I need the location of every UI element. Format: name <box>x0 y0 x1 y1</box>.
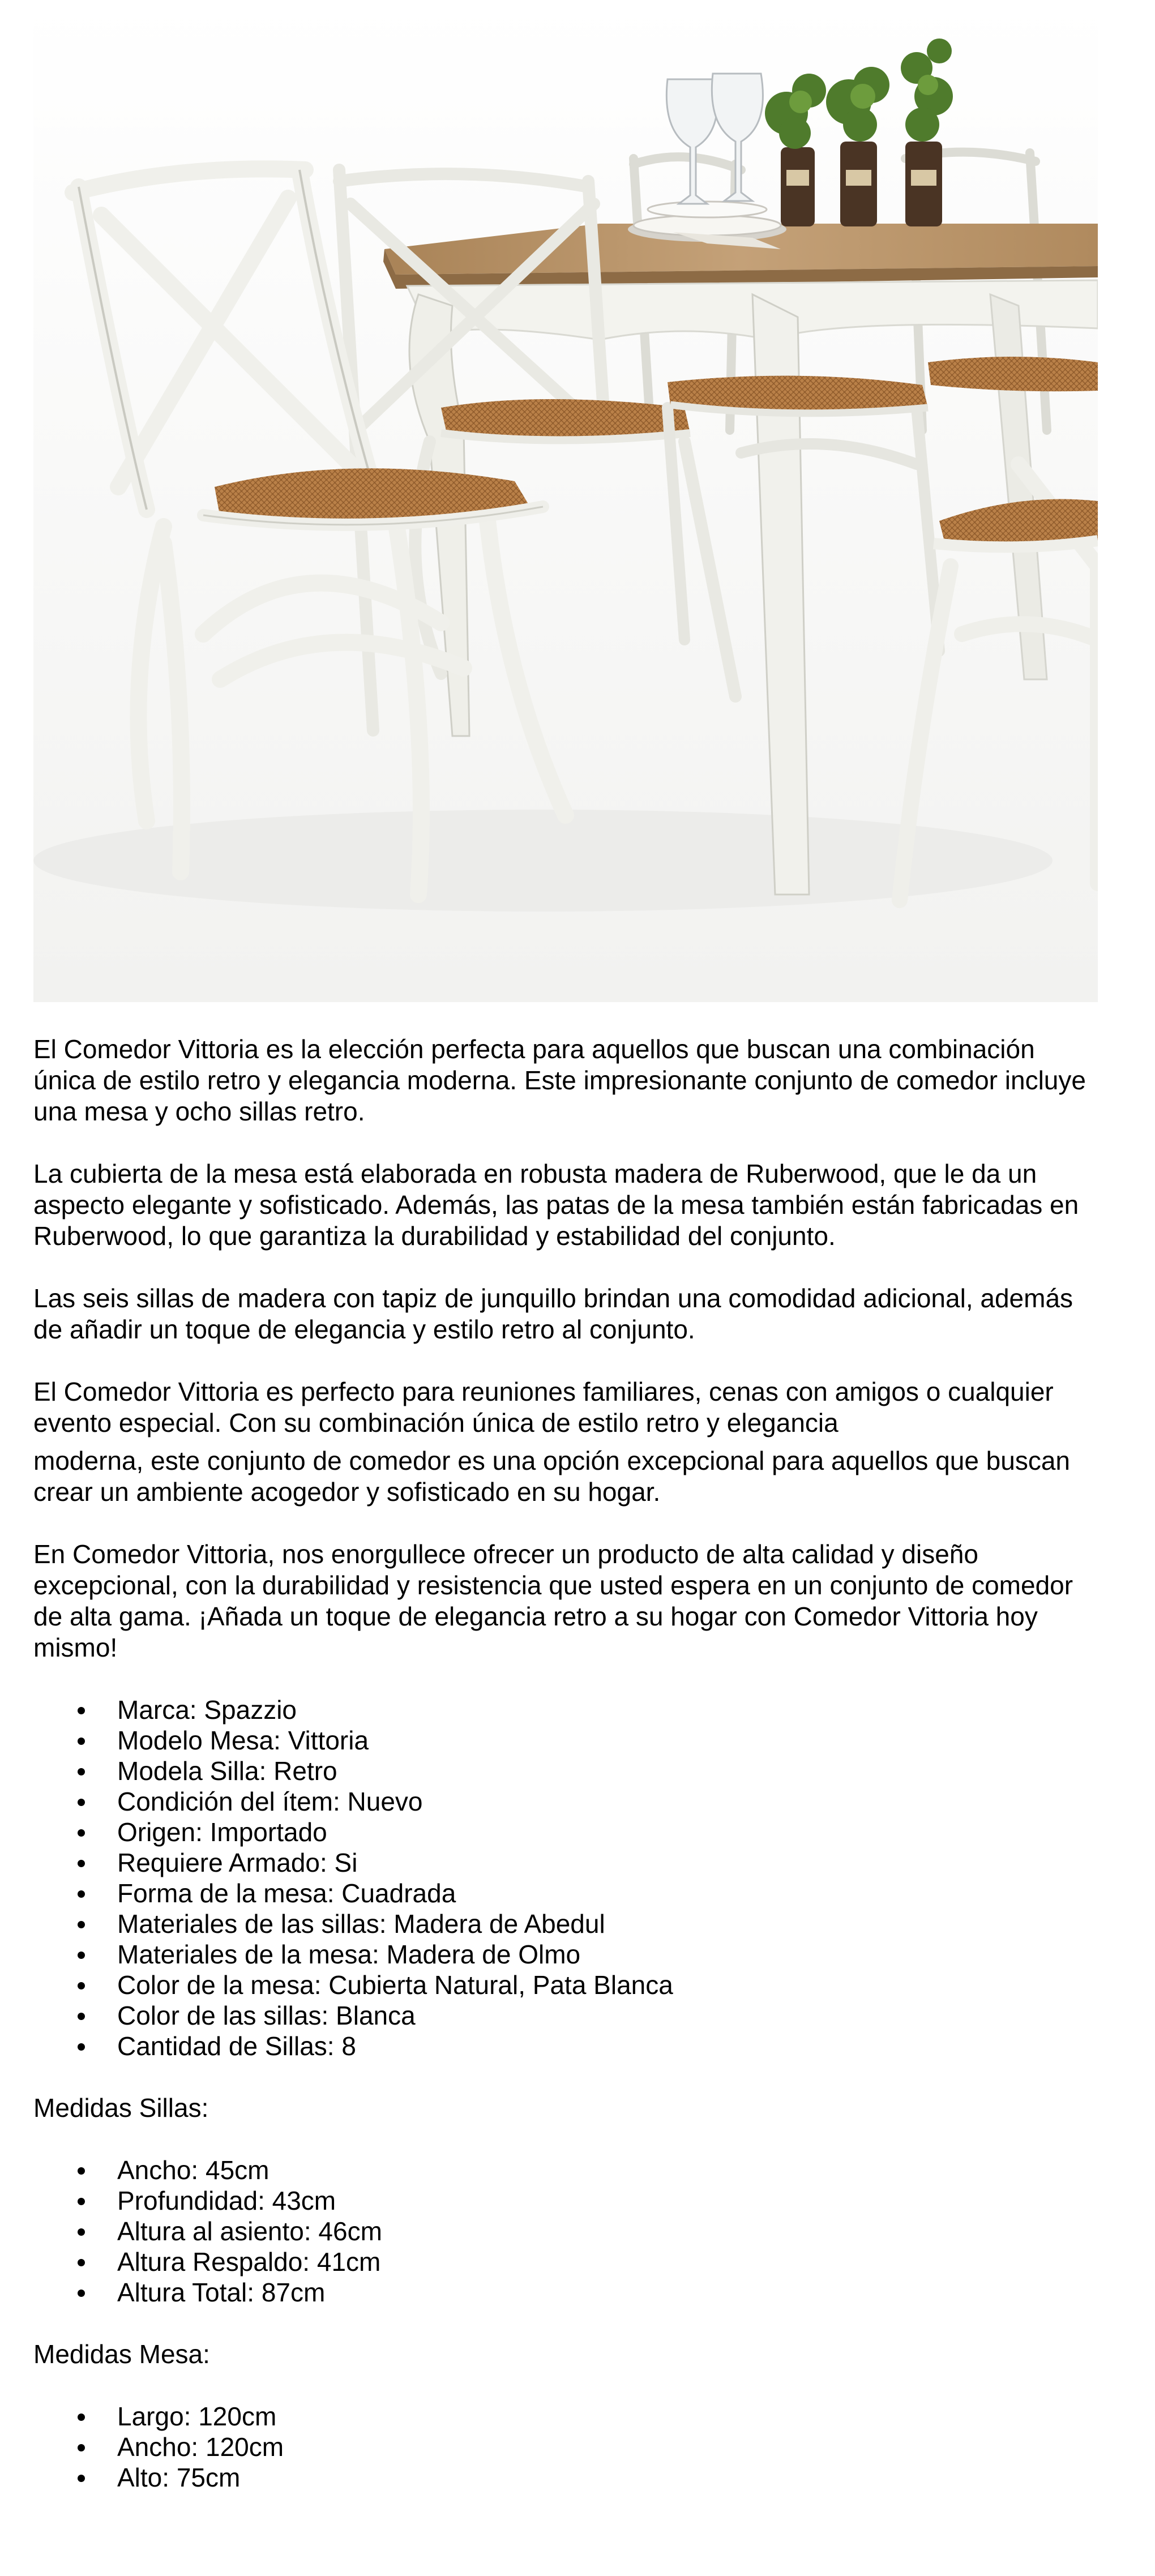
product-description <box>33 1034 1098 2524</box>
bullet-icon <box>78 1707 85 1714</box>
bullet-icon <box>78 2444 85 2451</box>
product-photo <box>33 0 1098 1002</box>
list-item: Modelo Mesa: Vittoria <box>33 1725 1098 1756</box>
list-item: Cantidad de Sillas: 8 <box>33 2031 1098 2061</box>
bullet-icon <box>78 1890 85 1898</box>
bullet-icon <box>78 2043 85 2051</box>
bullet-icon <box>78 1738 85 1745</box>
bullet-icon <box>78 1829 85 1837</box>
bullet-icon <box>78 1799 85 1806</box>
bullet-icon <box>78 2414 85 2421</box>
specs-list <box>33 1694 1098 2061</box>
list-item: Color de la mesa: Cubierta Natural, Pata Blanca <box>33 1970 1098 2000</box>
bullet-icon <box>78 1921 85 1928</box>
bullet-icon <box>78 1952 85 1959</box>
description-paragraph-5: En Comedor Vittoria, nos enorgullece ofrecer un producto de alta calidad y diseño excepcional, con la durabilidad y resistencia que usted espera en un conjunto de comedor de alta gama. ¡Añada un toque de elegancia retro a su hogar con Comedor Vittoria hoy mismo! <box>33 1539 1073 1662</box>
chair-measures-list <box>33 2155 1098 2308</box>
bullet-icon <box>78 2290 85 2297</box>
description-paragraph-3: Las seis sillas de madera con tapiz de junquillo brindan una comodidad adicional, además de añadir un toque de elegancia y estilo retro al conjunto. <box>33 1283 1073 1344</box>
bullet-icon <box>78 2198 85 2205</box>
description-paragraph-4a: El Comedor Vittoria es perfecto para reuniones familiares, cenas con amigos o cualquier evento especial. Con su combinación única de estilo retro y elegancia <box>33 1377 1054 1437</box>
description-paragraph-4b: moderna, este conjunto de comedor es una opción excepcional para aquellos que buscan crear un ambiente acogedor y sofisticado en su hogar. <box>33 1446 1071 1507</box>
bullet-icon <box>78 2259 85 2266</box>
list-item: Origen: Importado <box>33 1817 1098 1847</box>
bullet-icon <box>78 1982 85 1989</box>
table-measures-list <box>33 2401 1098 2493</box>
list-item: Altura Respaldo: 41cm <box>33 2246 1098 2277</box>
list-item: Modela Silla: Retro <box>33 1756 1098 1786</box>
list-item: Profundidad: 43cm <box>33 2185 1098 2216</box>
bullet-icon <box>78 1860 85 1867</box>
bullet-icon <box>78 2167 85 2175</box>
list-item: Largo: 120cm <box>33 2401 1098 2432</box>
list-item: Materiales de las sillas: Madera de Abedul <box>33 1909 1098 1939</box>
list-item: Forma de la mesa: Cuadrada <box>33 1878 1098 1909</box>
bullet-icon <box>78 2475 85 2482</box>
bullet-icon <box>78 1768 85 1775</box>
chair-measures-heading: Medidas Sillas: <box>33 2093 209 2123</box>
list-item: Marca: Spazzio <box>33 1694 1098 1725</box>
list-item: Condición del ítem: Nuevo <box>33 1786 1098 1817</box>
table-measures-heading: Medidas Mesa: <box>33 2339 210 2369</box>
list-item: Ancho: 120cm <box>33 2432 1098 2462</box>
description-paragraph-1: El Comedor Vittoria es la elección perfecta para aquellos que buscan una combinación única de estilo retro y elegancia moderna. Este impresionante conjunto de comedor incluye una mesa y ocho sillas retro. <box>33 1034 1086 1126</box>
list-item: Altura al asiento: 46cm <box>33 2216 1098 2246</box>
list-item: Altura Total: 87cm <box>33 2277 1098 2308</box>
description-paragraph-2: La cubierta de la mesa está elaborada en robusta madera de Ruberwood, que le da un aspecto elegante y sofisticado. Además, las patas de la mesa también están fabricadas en Ruberwood, lo que garantiza la durabilidad y estabilidad del conjunto. <box>33 1159 1079 1251</box>
list-item: Alto: 75cm <box>33 2462 1098 2493</box>
bullet-icon <box>78 2228 85 2236</box>
list-item: Ancho: 45cm <box>33 2155 1098 2185</box>
bullet-icon <box>78 2013 85 2020</box>
list-item: Requiere Armado: Si <box>33 1847 1098 1878</box>
list-item: Materiales de la mesa: Madera de Olmo <box>33 1939 1098 1970</box>
list-item: Color de las sillas: Blanca <box>33 2000 1098 2031</box>
